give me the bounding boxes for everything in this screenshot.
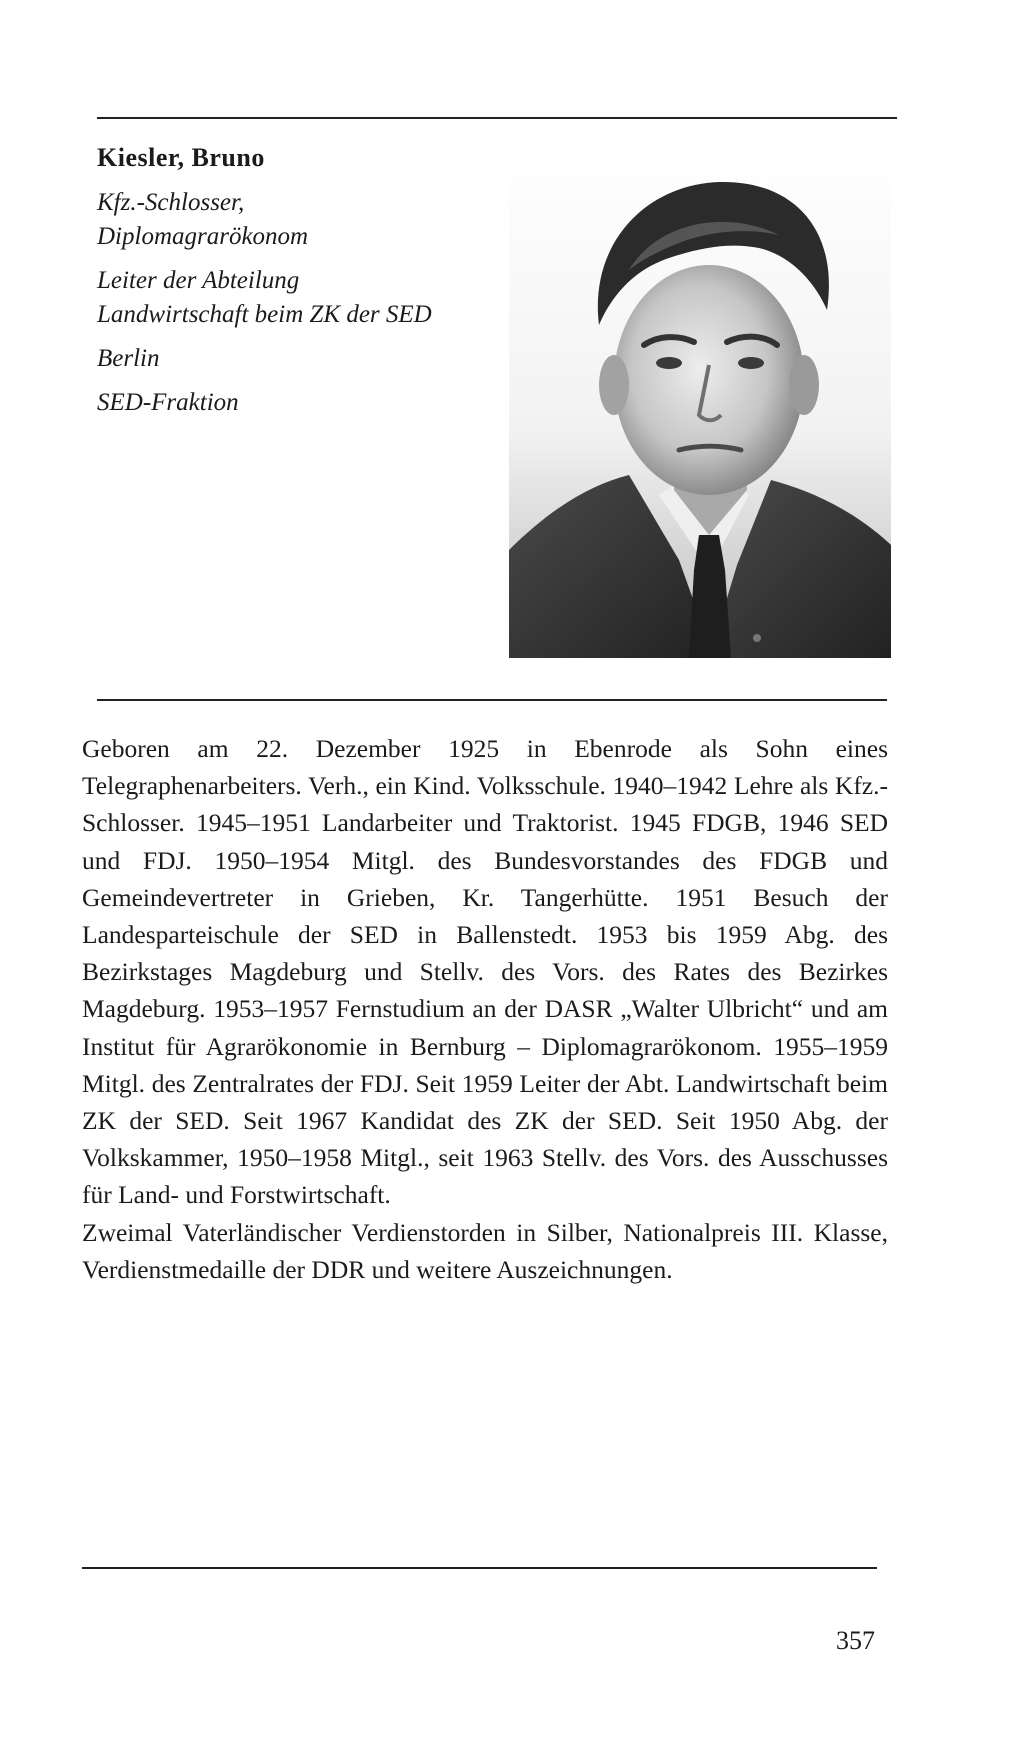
biography [82, 730, 888, 1288]
faction-group [97, 386, 507, 420]
bottom-rule [82, 1567, 877, 1569]
page-number: 357 [836, 1626, 875, 1655]
biography-paragraph-1: Geboren am 22. Dezember 1925 in Ebenrode als Sohn eines Telegraphenarbeiters. Verh., ein Kind. Volksschule. 1940–1942 Lehre als Kfz.-Schlosser. 1945–1951 Landarbeiter und Traktorist. 1945 FDGB, 1946 SED und FDJ. 1950–1954 Mitgl. des Bundesvorstandes des FDGB und Gemeindevertreter in Grieben, Kr. Tangerhütte. 1951 Besuch der Landesparteischule der SED in Ballenstedt. 1953 bis 1959 Abg. des Bezirkstages Magdeburg und Stellv. des Vors. des Rates des Bezirkes Magdeburg. 1953–1957 Fernstudium an der DASR „Walter Ulbricht“ und am Institut für Agrarökonomie in Bernburg – Diplomagrarökonom. 1955–1959 Mitgl. des Zentralrates der FDJ. Seit 1959 Leiter der Abt. Landwirtschaft beim ZK der SED. Seit 1967 Kandidat des ZK der SED. Seit 1950 Abg. der Volkskammer, 1950–1958 Mitgl., seit 1963 Stellv. des Vors. des Ausschusses für Land- und Forstwirtschaft. [82, 734, 888, 1210]
city: Berlin [97, 345, 160, 372]
position [97, 264, 507, 332]
middle-rule [97, 699, 887, 701]
position-line-1: Leiter der Abteilung [97, 267, 300, 294]
profession [97, 186, 507, 254]
top-rule [97, 117, 897, 119]
profession-line-1: Kfz.-Schlosser, [97, 189, 245, 216]
location [97, 342, 507, 376]
profession-line-2: Diplomagrarökonom [97, 223, 309, 250]
entry-name: Kiesler, Bruno [97, 143, 265, 172]
position-line-2: Landwirtschaft beim ZK der SED [97, 301, 432, 328]
entry-header [97, 140, 507, 420]
biography-paragraph-2: Zweimal Vaterländischer Verdienstorden in Silber, Nationalpreis III. Klasse, Verdienstmedaille der DDR und weitere Auszeichnungen. [82, 1217, 888, 1284]
portrait-photo [509, 150, 891, 658]
faction: SED-Fraktion [97, 389, 239, 416]
